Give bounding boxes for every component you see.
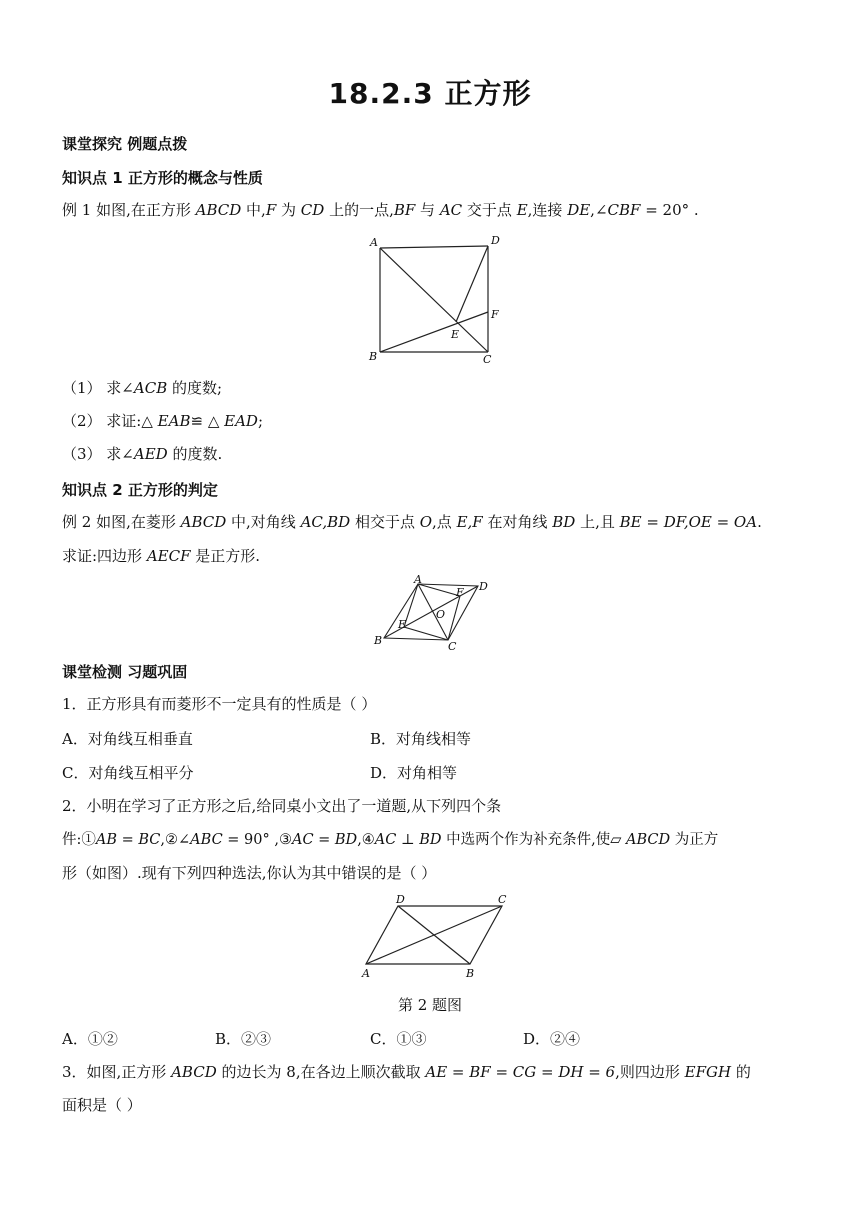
problem-2-line-3: 形（如图）.现有下列四种选法,你认为其中错误的是（ ） [62,864,437,882]
label-f: F [491,308,499,321]
label-e: E [451,328,460,341]
knowledge-point-1-heading: 知识点 1 正方形的概念与性质 [62,169,263,187]
problem-1-option-b: B．对角线相等 [370,730,472,748]
problem-3-line-2: 面积是（ ） [62,1096,142,1114]
problem-1-option-d: D．对角相等 [370,764,458,782]
question-1-2: （2） 求证:△ EAB≌ △ EAD; [62,412,263,430]
label-d: D [479,580,488,593]
label-d: D [396,893,405,906]
example-1-text: 例 1 如图,在正方形 ABCD 中,F 为 CD 上的一点,BF 与 AC 交于点 E,连接 DE,∠CBF = 20° . [62,201,699,219]
page-title: 18.2.3 正方形 [328,77,532,110]
knowledge-point-2-heading: 知识点 2 正方形的判定 [62,481,218,499]
problem-1-stem: 1．正方形具有而菱形不一定具有的性质是（ ） [62,695,377,713]
segment-bf [380,312,488,352]
section-heading-inquiry: 课堂探究 例题点拨 [62,135,188,153]
label-f: F [456,586,464,599]
question-1-1: （1） 求∠ACB 的度数; [62,379,223,397]
problem-2-option-a: A．①② [62,1030,118,1048]
label-o: O [436,608,446,621]
diagonal-bd [398,906,470,964]
problem-2-line-2: 件:①AB = BC,②∠ABC = 90° ,③AC = BD,④AC ⊥ BD 中选两个作为补充条件,使▱ ABCD 为正方 [62,832,719,848]
label-b: B [369,350,378,363]
problem-1-option-c: C．对角线互相平分 [62,764,194,782]
label-b: B [374,634,383,647]
figure-2-caption: 第 2 题图 [397,996,463,1014]
label-c: C [498,893,507,906]
label-a: A [370,236,378,249]
section-heading-practice: 课堂检测 习题巩固 [62,663,188,681]
figure-parallelogram [358,892,518,982]
label-a: A [414,574,422,586]
label-c: C [448,640,457,653]
label-b: B [466,967,475,980]
problem-2-option-d: D．②④ [523,1030,581,1048]
label-e: E [398,618,407,631]
figure-square [366,232,506,364]
problem-3-line-1: 3．如图,正方形 ABCD 的边长为 8,在各边上顺次截取 AE = BF = CG = DH = 6,则四边形 EFGH 的 [62,1063,751,1081]
segment-de [456,246,488,322]
label-a: A [362,967,370,980]
problem-2-option-c: C．①③ [370,1030,427,1048]
diagonal-ac [380,248,488,352]
problem-2-option-b: B．②③ [215,1030,272,1048]
question-1-3: （3） 求∠AED 的度数. [62,445,223,463]
label-d: D [491,234,500,247]
example-2-text: 例 2 如图,在菱形 ABCD 中,对角线 AC,BD 相交于点 O,点 E,F 在对角线 BD 上,且 BE = DF,OE = OA. [62,513,762,531]
label-c: C [483,353,492,364]
figure-rhombus [372,574,492,654]
problem-1-option-a: A．对角线互相垂直 [62,730,193,748]
problem-2-line-1: 2．小明在学习了正方形之后,给同桌小文出了一道题,从下列四个条 [62,797,502,815]
segment-ad [380,246,488,248]
example-2-prove: 求证:四边形 AECF 是正方形. [62,547,261,565]
